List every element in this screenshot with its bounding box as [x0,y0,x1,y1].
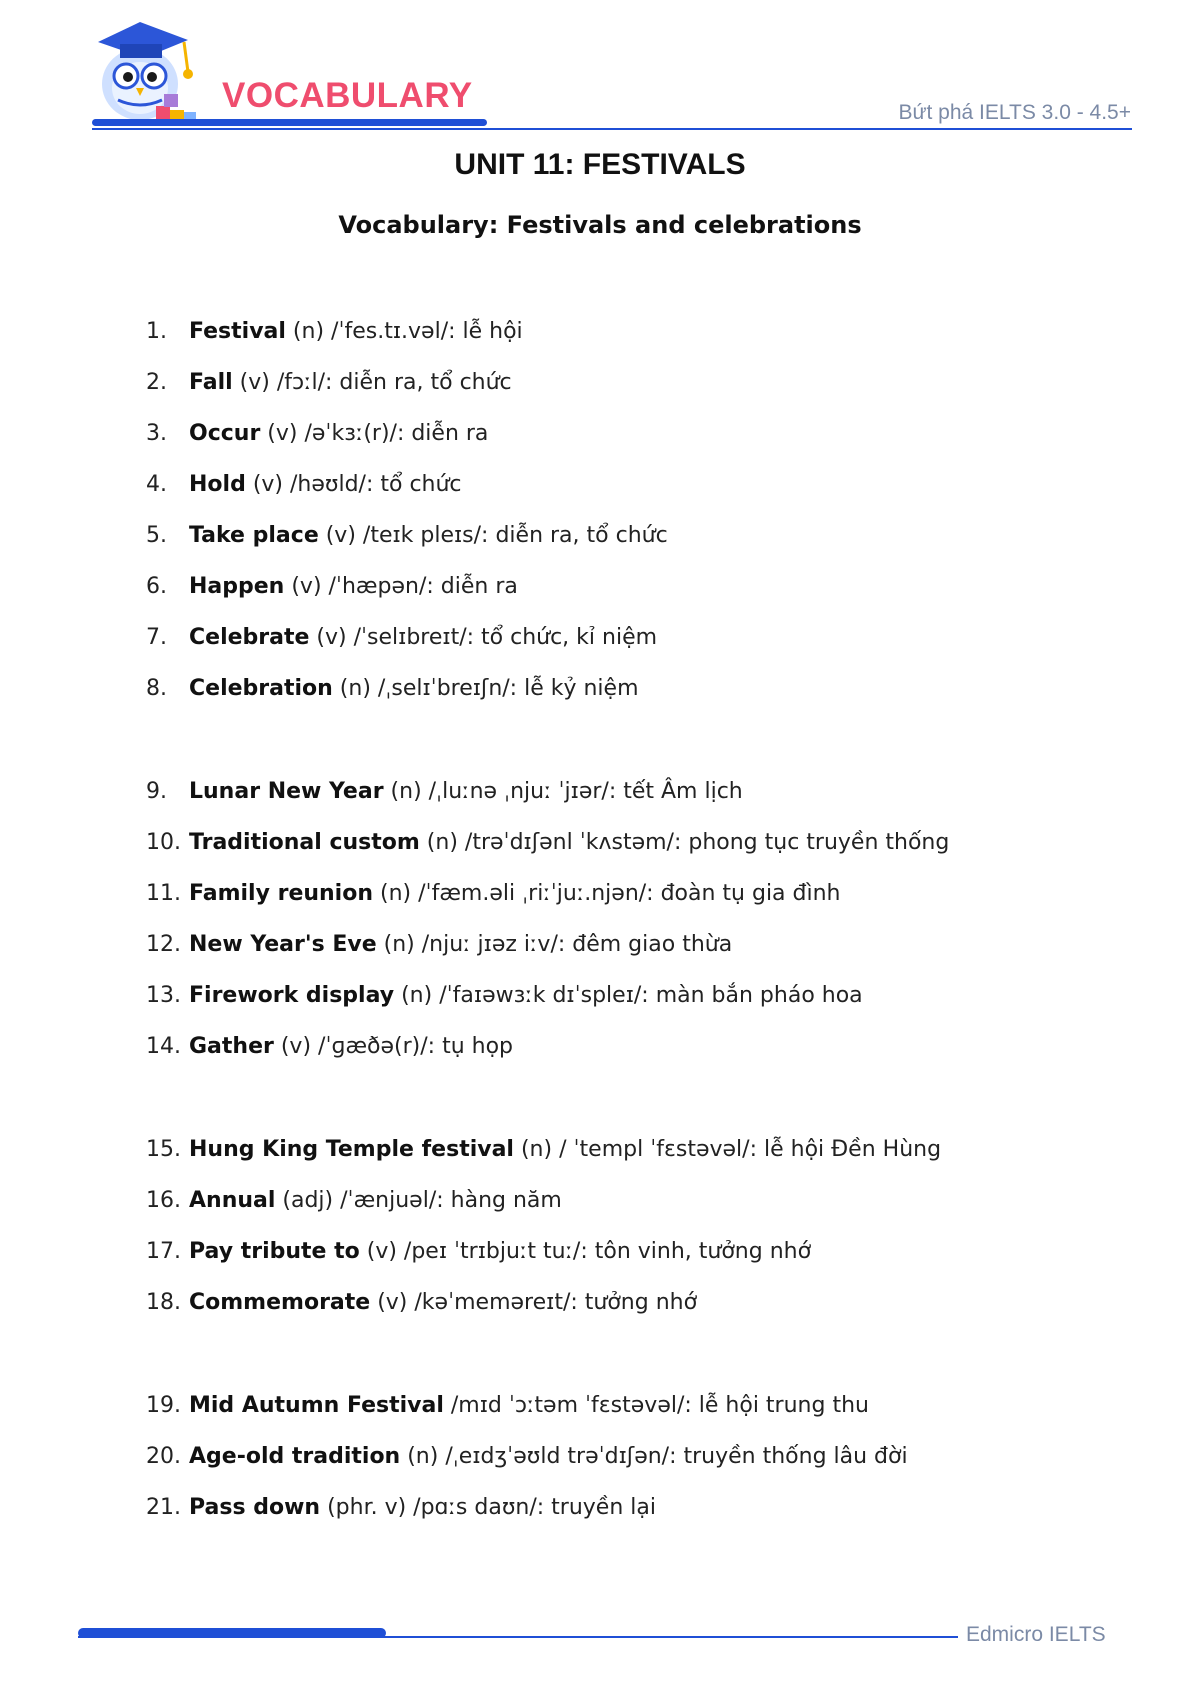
footer-divider [78,1636,958,1638]
vocab-number: 5. [146,523,167,548]
vocab-word: Fall [189,370,233,395]
vocab-definition: (n) / ˈtempl ˈfɛstəvəl/: lễ hội Đền Hùng [513,1137,942,1162]
vocab-item [146,880,841,908]
vocab-item [146,369,512,397]
vocabulary-brand: VOCABULARY [222,76,473,115]
vocab-number: 9. [146,779,167,804]
course-tagline: Bứt phá IELTS 3.0 - 4.5+ [898,101,1131,124]
vocab-item [146,420,488,448]
vocab-number: 16. [146,1188,181,1213]
vocab-item [146,982,863,1010]
vocab-definition: (v) /fɔːl/: diễn ra, tổ chức [232,370,512,395]
vocab-item [146,1443,908,1471]
vocab-item [146,522,668,550]
vocab-definition: (v) /həʊld/: tổ chức [245,472,462,497]
vocab-number: 11. [146,881,181,906]
vocab-definition: (n) /ˌluːnə ˌnjuː ˈjɪər/: tết Âm lịch [383,779,743,804]
vocab-definition: (n) /ˌselɪˈbreɪʃn/: lễ kỷ niệm [332,676,639,701]
vocab-definition: (n) /trəˈdɪʃənl ˈkʌstəm/: phong tục truyền thống [419,830,950,855]
vocab-word: Firework display [189,983,395,1008]
vocab-definition: (v) /teɪk pleɪs/: diễn ra, tổ chức [318,523,668,548]
vocab-word: Commemorate [189,1290,371,1315]
vocab-number: 3. [146,421,167,446]
section-subtitle: Vocabulary: Festivals and celebrations [338,211,862,239]
vocab-word: Pay tribute to [189,1239,360,1264]
vocab-word: Mid Autumn Festival [189,1393,444,1418]
vocab-definition: (v) /peɪ ˈtrɪbjuːt tuː/: tôn vinh, tưởng nhớ [359,1239,812,1264]
vocab-definition: (phr. v) /pɑːs daʊn/: truyền lại [320,1495,656,1520]
unit-title: UNIT 11: FESTIVALS [454,148,746,181]
vocab-definition: (n) /ˈfæm.əli ˌriːˈjuː.njən/: đoàn tụ gia đình [373,881,841,906]
vocab-word: Gather [189,1034,274,1059]
vocab-definition: (n) /ˈfaɪəwɜːk dɪˈspleɪ/: màn bắn pháo hoa [394,983,863,1008]
vocab-item [146,318,523,346]
vocab-word: Celebrate [189,625,310,650]
vocab-number: 20. [146,1444,181,1469]
vocab-number: 4. [146,472,167,497]
vocab-number: 19. [146,1393,181,1418]
vocab-item [146,1494,656,1522]
vocab-number: 6. [146,574,167,599]
vocab-number: 2. [146,370,167,395]
vocab-item [146,1136,941,1164]
vocab-item [146,471,462,499]
vocab-word: Traditional custom [189,830,420,855]
vocab-word: Pass down [189,1495,321,1520]
vocab-definition: (adj) /ˈænjuəl/: hàng năm [275,1188,562,1213]
vocab-definition: (n) /ˈfes.tɪ.vəl/: lễ hội [285,319,523,344]
vocab-definition: (v) /kəˈmeməreɪt/: tưởng nhớ [370,1290,698,1315]
vocab-item [146,1238,811,1266]
vocab-word: Celebration [189,676,333,701]
vocab-number: 12. [146,932,181,957]
vocab-number: 13. [146,983,181,1008]
vocab-definition: (v) /ˈɡæðə(r)/: tụ họp [273,1034,514,1059]
vocab-word: Annual [189,1188,276,1213]
vocab-item [146,1033,513,1061]
vocab-word: Lunar New Year [189,779,384,804]
owl-mascot-logo [84,14,206,126]
vocab-word: Take place [189,523,319,548]
vocab-item [146,675,639,703]
vocab-item [146,931,732,959]
vocab-number: 15. [146,1137,181,1162]
vocab-word: Happen [189,574,285,599]
vocab-definition: (n) /ˌeɪdʒˈəʊld trəˈdɪʃən/: truyền thống lâu đời [400,1444,908,1469]
vocab-word: Festival [189,319,286,344]
vocab-definition: (v) /ˈselɪbreɪt/: tổ chức, kỉ niệm [309,625,658,650]
vocab-number: 21. [146,1495,181,1520]
vocab-number: 7. [146,625,167,650]
header-divider [92,128,1132,130]
vocab-word: Family reunion [189,881,374,906]
vocab-number: 8. [146,676,167,701]
vocab-word: Occur [189,421,261,446]
vocab-item [146,624,657,652]
vocab-definition: (v) /ˈhæpən/: diễn ra [284,574,518,599]
vocab-word: Age-old tradition [189,1444,401,1469]
vocab-item [146,1392,869,1420]
vocab-number: 17. [146,1239,181,1264]
vocab-word: New Year's Eve [189,932,377,957]
header-accent-bar [92,119,487,126]
page-header [0,0,1200,140]
vocab-item [146,573,518,601]
vocab-word: Hung King Temple festival [189,1137,514,1162]
vocab-word: Hold [189,472,246,497]
vocab-item [146,778,743,806]
vocab-item [146,1289,697,1317]
vocab-number: 18. [146,1290,181,1315]
vocab-definition: /mɪd ˈɔːtəm ˈfɛstəvəl/: lễ hội trung thu [443,1393,869,1418]
vocab-number: 1. [146,319,167,344]
vocab-number: 10. [146,830,181,855]
footer-brand: Edmicro IELTS [966,1623,1106,1646]
vocab-number: 14. [146,1034,181,1059]
vocab-definition: (v) /əˈkɜː(r)/: diễn ra [260,421,489,446]
vocab-item [146,1187,562,1215]
vocab-item [146,829,949,857]
vocab-definition: (n) /njuː jɪəz iːv/: đêm giao thừa [376,932,733,957]
